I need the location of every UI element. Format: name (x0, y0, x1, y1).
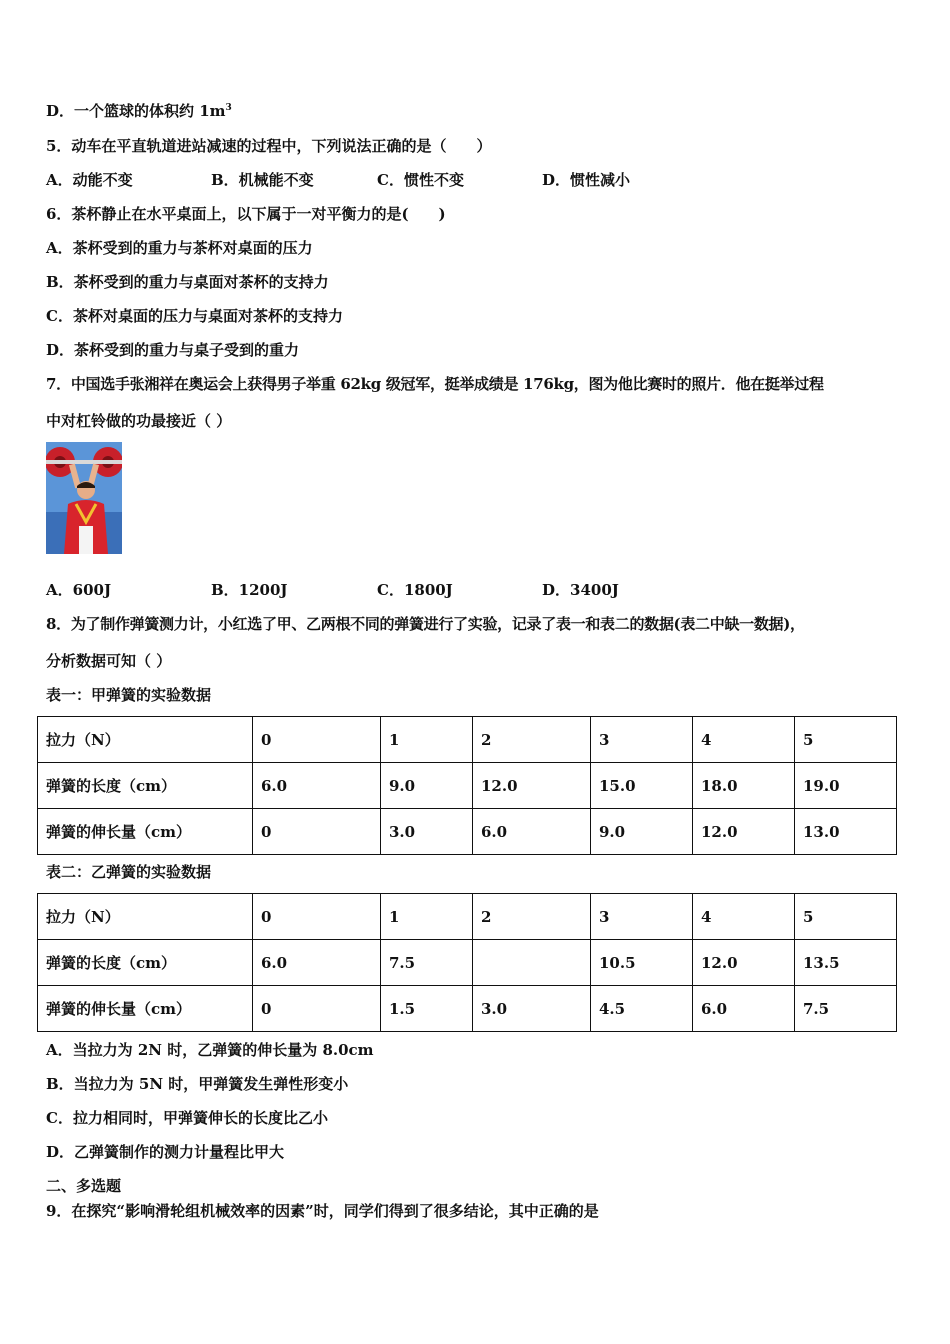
q4-option-d-text: D．一个篮球的体积约 1m (46, 102, 226, 120)
q5-option-b: B．机械能不变 (211, 171, 314, 189)
q7-option-b: B．1200J (211, 581, 288, 599)
table-row (38, 763, 897, 809)
table-cell: 0 (253, 986, 381, 1032)
table-cell: 弹簧的长度（cm） (38, 763, 253, 809)
table-row (38, 940, 897, 986)
table-cell: 0 (253, 894, 381, 940)
weightlifter-illustration (46, 442, 122, 554)
table-row (38, 894, 897, 940)
table-cell: 5 (795, 717, 897, 763)
table-cell: 4.5 (591, 986, 693, 1032)
table-cell: 3.0 (473, 986, 591, 1032)
q8-stem-line1: 8．为了制作弹簧测力计，小红选了甲、乙两根不同的弹簧进行了实验，记录了表一和表二的数据(表二中缺一数据)， (46, 615, 805, 633)
table-cell: 6.0 (693, 986, 795, 1032)
q8-stem-line2: 分析数据可知（ ） (46, 652, 172, 670)
table-cell: 拉力（N） (38, 717, 253, 763)
q4-option-d-superscript: 3 (225, 103, 232, 113)
q5-option-d: D．惯性减小 (542, 171, 631, 189)
table-cell: 6.0 (473, 809, 591, 855)
table2-title: 表二：乙弹簧的实验数据 (46, 863, 212, 881)
q7-option-d: D．3400J (542, 581, 619, 599)
q8-option-a: A．当拉力为 2N 时，乙弹簧的伸长量为 8.0cm (46, 1041, 374, 1059)
table-cell: 6.0 (253, 940, 381, 986)
table-cell: 3.0 (381, 809, 473, 855)
table-cell: 12.0 (473, 763, 591, 809)
table-cell: 弹簧的长度（cm） (38, 940, 253, 986)
q7-stem-line2: 中对杠铃做的功最接近（ ） (46, 412, 232, 430)
q6-option-a: A．茶杯受到的重力与茶杯对桌面的压力 (46, 239, 313, 257)
table-cell: 0 (253, 717, 381, 763)
table-row (38, 717, 897, 763)
table-cell: 6.0 (253, 763, 381, 809)
q6-option-b: B．茶杯受到的重力与桌面对茶杯的支持力 (46, 273, 329, 291)
weightlifter-photo (46, 442, 122, 554)
table-cell: 7.5 (381, 940, 473, 986)
table-row (38, 809, 897, 855)
table-cell: 12.0 (693, 809, 795, 855)
q5-option-c: C．惯性不变 (377, 171, 464, 189)
q5-stem: 5．动车在平直轨道进站减速的过程中，下列说法正确的是（ ） (46, 137, 492, 155)
q8-option-c: C．拉力相同时，甲弹簧伸长的长度比乙小 (46, 1109, 328, 1127)
table-cell: 3 (591, 717, 693, 763)
q9-stem: 9．在探究“影响滑轮组机械效率的因素”时，同学们得到了很多结论，其中正确的是 (46, 1202, 599, 1220)
table-cell: 15.0 (591, 763, 693, 809)
table1-title: 表一：甲弹簧的实验数据 (46, 686, 212, 704)
q6-option-d: D．茶杯受到的重力与桌子受到的重力 (46, 341, 300, 359)
q6-option-c: C．茶杯对桌面的压力与桌面对茶杯的支持力 (46, 307, 343, 325)
table-cell: 弹簧的伸长量（cm） (38, 986, 253, 1032)
q4-option-d (46, 101, 232, 121)
table-cell: 1 (381, 717, 473, 763)
table-cell: 0 (253, 809, 381, 855)
table-cell: 4 (693, 894, 795, 940)
table-cell: 5 (795, 894, 897, 940)
table-cell: 9.0 (591, 809, 693, 855)
table-cell: 13.5 (795, 940, 897, 986)
table-cell: 2 (473, 894, 591, 940)
q5-option-a: A．动能不变 (46, 171, 133, 189)
table-cell: 1.5 (381, 986, 473, 1032)
table-cell: 3 (591, 894, 693, 940)
table-cell: 弹簧的伸长量（cm） (38, 809, 253, 855)
table-cell: 10.5 (591, 940, 693, 986)
q8-option-d: D．乙弹簧制作的测力计量程比甲大 (46, 1143, 285, 1161)
table-row (38, 986, 897, 1032)
q7-option-a: A．600J (46, 581, 112, 599)
table-cell: 拉力（N） (38, 894, 253, 940)
table-cell: 4 (693, 717, 795, 763)
table-cell: 9.0 (381, 763, 473, 809)
table-cell: 7.5 (795, 986, 897, 1032)
table1-spring-jia (37, 716, 897, 855)
table-cell: 2 (473, 717, 591, 763)
q7-option-c: C．1800J (377, 581, 453, 599)
table2-spring-yi (37, 893, 897, 1032)
q7-stem-line1: 7．中国选手张湘祥在奥运会上获得男子举重 62kg 级冠军，挺举成绩是 176kg，图为他比赛时的照片．他在挺举过程 (46, 375, 824, 393)
table-cell: 19.0 (795, 763, 897, 809)
table-cell: 12.0 (693, 940, 795, 986)
table-cell (473, 940, 591, 986)
table-cell: 1 (381, 894, 473, 940)
table-cell: 18.0 (693, 763, 795, 809)
q8-option-b: B．当拉力为 5N 时，甲弹簧发生弹性形变小 (46, 1075, 349, 1093)
q6-stem: 6．茶杯静止在水平桌面上，以下属于一对平衡力的是( ) (46, 205, 446, 223)
table-cell: 13.0 (795, 809, 897, 855)
section2-heading: 二、多选题 (46, 1177, 122, 1195)
